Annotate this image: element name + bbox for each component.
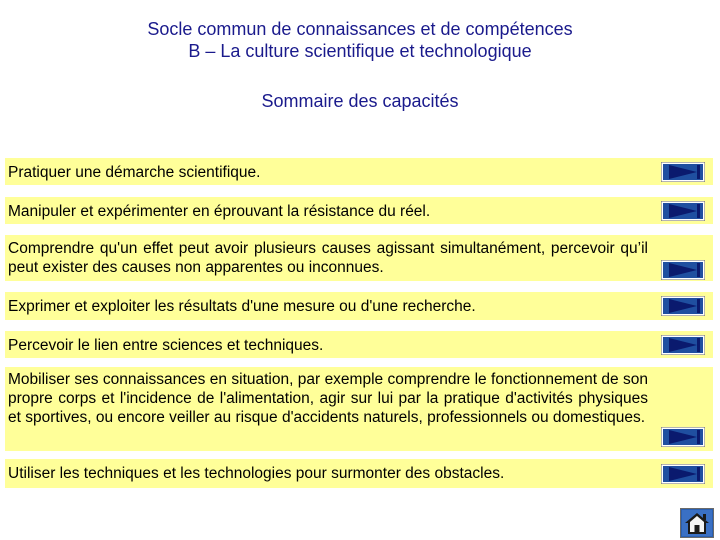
page-title xyxy=(0,18,720,62)
play-arrow-icon[interactable] xyxy=(661,296,705,316)
title-line-1: Socle commun de connaissances et de compétences xyxy=(147,19,573,39)
list-item xyxy=(5,235,713,281)
play-arrow-icon[interactable] xyxy=(661,201,705,221)
item-label: Comprendre qu'un effet peut avoir plusieurs causes agissant simultanément, percevoir qu’il peut exister des causes non apparentes ou inconnues. xyxy=(8,240,648,276)
page-subtitle: Sommaire des capacités xyxy=(261,91,459,111)
item-label: Percevoir le lien entre sciences et techniques. xyxy=(8,337,324,354)
list-item xyxy=(5,292,713,320)
play-arrow-icon[interactable] xyxy=(661,464,705,484)
item-label: Exprimer et exploiter les résultats d'une mesure ou d'une recherche. xyxy=(8,298,476,315)
play-arrow-icon[interactable] xyxy=(661,427,705,447)
list-item xyxy=(5,197,713,224)
item-label: Utiliser les techniques et les technologies pour surmonter des obstacles. xyxy=(8,465,505,482)
title-line-2: B – La culture scientifique et technologique xyxy=(188,41,532,61)
play-arrow-icon[interactable] xyxy=(661,335,705,355)
list-item xyxy=(5,331,713,358)
item-label: Manipuler et expérimenter en éprouvant la résistance du réel. xyxy=(8,203,431,220)
item-label: Pratiquer une démarche scientifique. xyxy=(8,164,261,181)
item-label: Mobiliser ses connaissances en situation, par exemple comprendre le fonctionnement de son propre corps et l'incidence de l'alimentation, agir sur lui par la pratique d'activités physiques et sportives, ou encore veiller au risque d'accidents naturels, professionnels ou domestiques. xyxy=(8,371,648,426)
list-item xyxy=(5,158,713,185)
list-item xyxy=(5,367,713,451)
play-arrow-icon[interactable] xyxy=(661,162,705,182)
play-arrow-icon[interactable] xyxy=(661,260,705,280)
list-item xyxy=(5,459,713,488)
home-icon[interactable] xyxy=(680,508,714,538)
